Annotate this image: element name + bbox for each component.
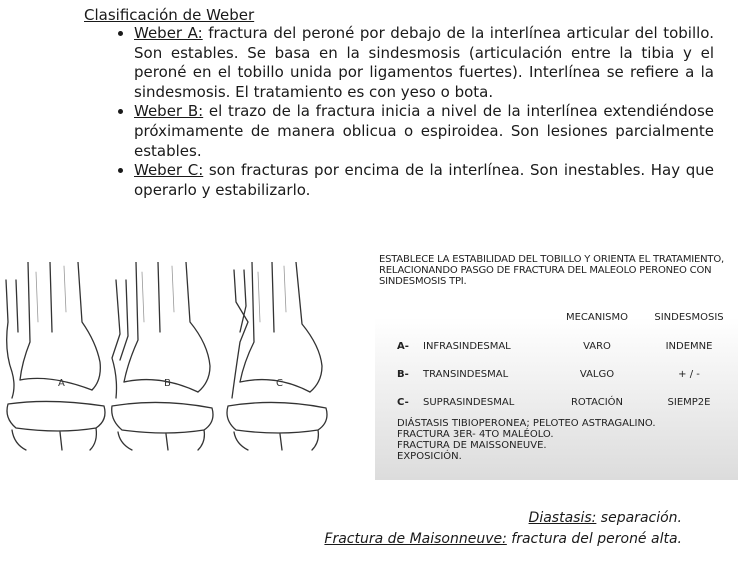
list-item <box>134 24 714 102</box>
table-intro: ESTABLECE LA ESTABILIDAD DEL TOBILLO Y ORIENTA EL TRATAMIENTO, RELACIONANDO PASGO DE FRACTURA DEL MALEOLO PERONEO CON SINDESMOSIS TPI. <box>379 254 724 287</box>
definition-text: fractura del peroné alta. <box>506 531 682 547</box>
table-row <box>375 397 738 411</box>
ankle-c-drawing <box>227 262 327 450</box>
table-row <box>375 341 738 355</box>
table-notes <box>397 418 737 462</box>
list-item <box>134 161 714 200</box>
definition-term: Fractura de Maisonneuve: <box>324 531 507 547</box>
weber-b-term: Weber B: <box>134 102 204 121</box>
note-line: FRACTURA 3ER- 4TO MALÉOLO. <box>397 429 554 440</box>
weber-c-text: son fracturas por encima de la interlínea. Son inestables. Hay que operarlo y estabilizarlo. <box>134 161 714 199</box>
row-sindesmosis: INDEMNE <box>665 341 713 352</box>
ankle-fracture-illustration <box>0 262 336 452</box>
row-mecanismo: VARO <box>583 341 611 352</box>
row-letter: A- <box>397 341 409 352</box>
note-line: FRACTURA DE MAISSONEUVE. <box>397 440 547 451</box>
row-sindesmosis: SIEMP2E <box>667 397 711 408</box>
definition-text: separación. <box>596 510 682 526</box>
weber-list <box>106 24 714 200</box>
row-level: SUPRASINDESMAL <box>423 397 515 408</box>
definition-maisonneuve <box>324 529 682 550</box>
row-letter: B- <box>397 369 409 380</box>
weber-c-term: Weber C: <box>134 161 204 180</box>
table-header-row <box>375 312 738 326</box>
row-sindesmosis: + / - <box>678 369 700 380</box>
weber-a-term: Weber A: <box>134 24 203 42</box>
figure-label-a: A <box>58 378 65 389</box>
weber-b-text: el trazo de la fractura inicia a nivel de la interlínea extendiéndose próximamente de manera oblicua o espiroidea. Son lesiones parcialmente estables. <box>134 102 714 160</box>
section-heading: Clasificación de Weber <box>84 6 255 24</box>
table-row <box>375 369 738 383</box>
weber-table-panel <box>375 248 738 480</box>
header-sindesmosis: SINDESMOSIS <box>654 312 724 323</box>
list-item <box>134 102 714 161</box>
row-mecanismo: ROTACIÓN <box>570 397 624 408</box>
figure-label-b: B <box>164 378 171 389</box>
definition-term: Diastasis: <box>528 510 597 526</box>
ankle-a-drawing <box>6 262 105 450</box>
ankle-b-drawing <box>112 262 213 450</box>
row-mecanismo: VALGO <box>579 369 615 380</box>
figure-label-c: C <box>276 378 283 389</box>
header-mecanismo: MECANISMO <box>565 312 629 323</box>
row-level: INFRASINDESMAL <box>423 341 511 352</box>
note-line: EXPOSICIÓN. <box>397 451 462 462</box>
weber-a-text: fractura del peroné por debajo de la interlínea articular del tobillo. Son estables. Se basa en la sindesmosis (articulación entre la tibia y el peroné en el tobillo unida por ligamentos fuertes). Interlínea se refiere a la sindesmosis. El tratamiento es con yeso o bota. <box>134 24 714 101</box>
row-level: TRANSINDESMAL <box>423 369 509 380</box>
row-letter: C- <box>397 397 409 408</box>
definition-diastasis <box>324 508 682 529</box>
note-line: DIÁSTASIS TIBIOPERONEA; PELOTEO ASTRAGALINO. <box>397 418 656 429</box>
definitions <box>324 508 682 550</box>
